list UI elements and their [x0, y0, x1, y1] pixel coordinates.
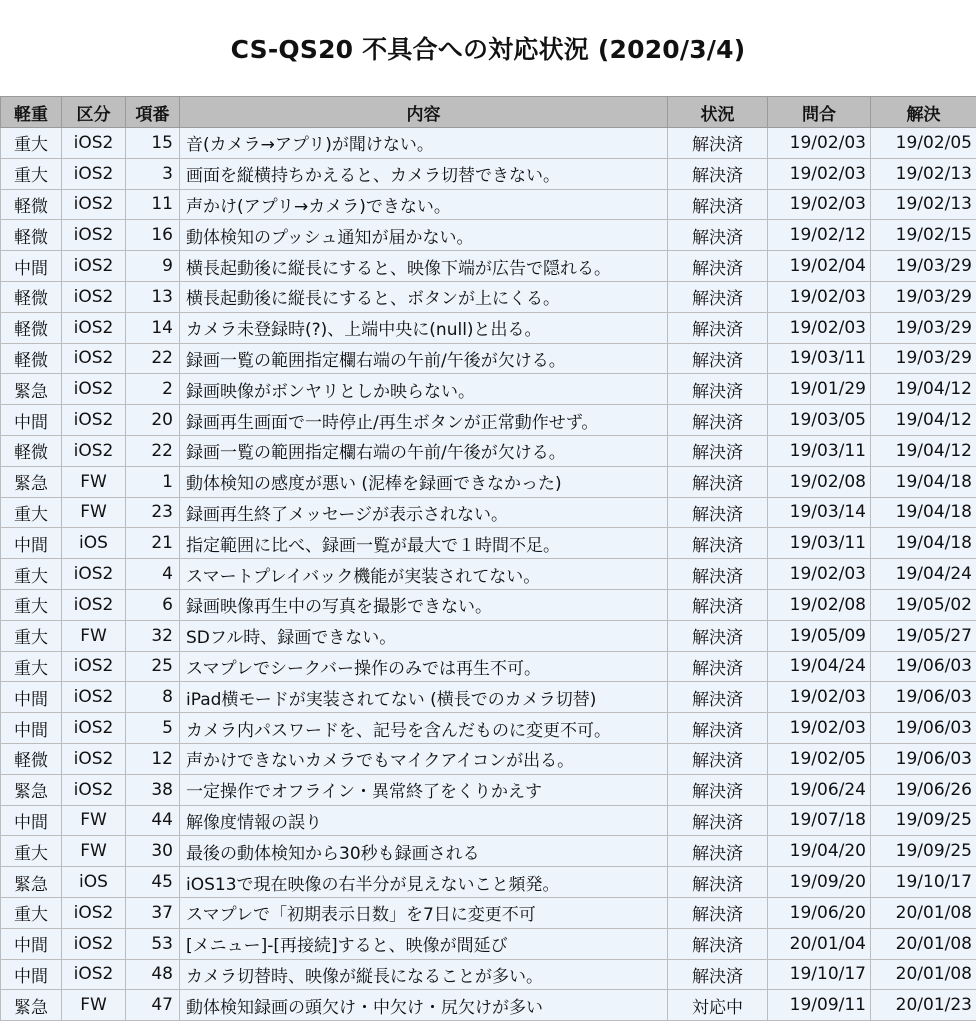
resolved-date-cell: 19/03/29 — [871, 251, 976, 282]
severity-cell: 軽微 — [1, 281, 62, 312]
table-row — [1, 251, 976, 282]
item-no-cell: 21 — [126, 528, 180, 559]
inquiry-date-cell: 19/06/24 — [768, 774, 871, 805]
status-cell: 解決済 — [668, 374, 768, 405]
content-cell: 声かけできないカメラでもマイクアイコンが出る。 — [180, 743, 668, 774]
category-cell: FW — [62, 836, 126, 867]
category-cell: iOS2 — [62, 189, 126, 220]
table-row — [1, 774, 976, 805]
item-no-cell: 12 — [126, 743, 180, 774]
content-cell: 横長起動後に縦長にすると、ボタンが上にくる。 — [180, 281, 668, 312]
inquiry-date-cell: 19/02/03 — [768, 559, 871, 590]
severity-cell: 軽微 — [1, 435, 62, 466]
status-cell: 解決済 — [668, 405, 768, 436]
item-no-cell: 20 — [126, 405, 180, 436]
resolved-date-cell: 19/02/05 — [871, 128, 976, 159]
resolved-date-cell: 20/01/23 — [871, 990, 976, 1021]
category-cell: iOS2 — [62, 713, 126, 744]
table-row — [1, 559, 976, 590]
severity-cell: 軽微 — [1, 343, 62, 374]
status-cell: 解決済 — [668, 805, 768, 836]
status-cell: 解決済 — [668, 897, 768, 928]
table-row — [1, 928, 976, 959]
table-row — [1, 959, 976, 990]
inquiry-date-cell: 19/02/03 — [768, 682, 871, 713]
table-row — [1, 805, 976, 836]
category-cell: FW — [62, 805, 126, 836]
status-cell: 解決済 — [668, 867, 768, 898]
item-no-cell: 14 — [126, 312, 180, 343]
resolved-date-cell: 19/10/17 — [871, 867, 976, 898]
content-cell: 動体検知録画の頭欠け・中欠け・尻欠けが多い — [180, 990, 668, 1021]
category-cell: FW — [62, 466, 126, 497]
inquiry-date-cell: 19/03/11 — [768, 528, 871, 559]
inquiry-date-cell: 19/07/18 — [768, 805, 871, 836]
category-cell: FW — [62, 620, 126, 651]
inquiry-date-cell: 19/10/17 — [768, 959, 871, 990]
table-row — [1, 189, 976, 220]
resolved-date-cell: 19/03/29 — [871, 312, 976, 343]
resolved-date-cell: 19/06/26 — [871, 774, 976, 805]
item-no-cell: 37 — [126, 897, 180, 928]
resolved-date-cell: 19/06/03 — [871, 713, 976, 744]
status-cell: 解決済 — [668, 128, 768, 159]
status-cell: 解決済 — [668, 343, 768, 374]
content-cell: 横長起動後に縦長にすると、映像下端が広告で隠れる。 — [180, 251, 668, 282]
table-row — [1, 528, 976, 559]
inquiry-date-cell: 19/09/11 — [768, 990, 871, 1021]
table-row — [1, 867, 976, 898]
item-no-cell: 2 — [126, 374, 180, 405]
category-cell: iOS2 — [62, 374, 126, 405]
content-cell: 動体検知のプッシュ通知が届かない。 — [180, 220, 668, 251]
severity-cell: 軽微 — [1, 743, 62, 774]
status-cell: 解決済 — [668, 435, 768, 466]
inquiry-date-cell: 19/04/20 — [768, 836, 871, 867]
inquiry-date-cell: 20/01/04 — [768, 928, 871, 959]
severity-cell: 緊急 — [1, 374, 62, 405]
severity-cell: 重大 — [1, 897, 62, 928]
severity-cell: 軽微 — [1, 312, 62, 343]
severity-cell: 緊急 — [1, 990, 62, 1021]
resolved-date-cell: 19/09/25 — [871, 805, 976, 836]
resolved-date-cell: 19/06/03 — [871, 682, 976, 713]
table-row — [1, 651, 976, 682]
inquiry-date-cell: 19/03/05 — [768, 405, 871, 436]
severity-cell: 軽微 — [1, 189, 62, 220]
resolved-date-cell: 19/03/29 — [871, 343, 976, 374]
severity-cell: 緊急 — [1, 774, 62, 805]
table-row — [1, 497, 976, 528]
content-cell: 解像度情報の誤り — [180, 805, 668, 836]
inquiry-date-cell: 19/02/04 — [768, 251, 871, 282]
category-cell: iOS — [62, 867, 126, 898]
inquiry-date-cell: 19/03/11 — [768, 435, 871, 466]
resolved-date-cell: 19/06/03 — [871, 651, 976, 682]
status-cell: 解決済 — [668, 312, 768, 343]
category-cell: iOS2 — [62, 281, 126, 312]
resolved-date-cell: 20/01/08 — [871, 959, 976, 990]
item-no-cell: 15 — [126, 128, 180, 159]
status-cell: 解決済 — [668, 651, 768, 682]
inquiry-date-cell: 19/04/24 — [768, 651, 871, 682]
category-cell: iOS2 — [62, 158, 126, 189]
item-no-cell: 32 — [126, 620, 180, 651]
content-cell: スマプレでシークバー操作のみでは再生不可。 — [180, 651, 668, 682]
severity-cell: 軽微 — [1, 220, 62, 251]
severity-cell: 重大 — [1, 128, 62, 159]
table-row — [1, 620, 976, 651]
content-cell: 動体検知の感度が悪い (泥棒を録画できなかった) — [180, 466, 668, 497]
item-no-cell: 30 — [126, 836, 180, 867]
table-row — [1, 836, 976, 867]
resolved-date-cell: 19/02/15 — [871, 220, 976, 251]
inquiry-date-cell: 19/02/12 — [768, 220, 871, 251]
severity-cell: 中間 — [1, 251, 62, 282]
category-cell: iOS2 — [62, 405, 126, 436]
table-row — [1, 743, 976, 774]
header-severity: 軽重 — [1, 97, 62, 128]
table-row — [1, 435, 976, 466]
inquiry-date-cell: 19/02/03 — [768, 312, 871, 343]
inquiry-date-cell: 19/02/08 — [768, 466, 871, 497]
content-cell: スマートプレイバック機能が実装されてない。 — [180, 559, 668, 590]
status-cell: 解決済 — [668, 682, 768, 713]
content-cell: 指定範囲に比べ、録画一覧が最大で１時間不足。 — [180, 528, 668, 559]
severity-cell: 緊急 — [1, 466, 62, 497]
content-cell: iPad横モードが実装されてない (横長でのカメラ切替) — [180, 682, 668, 713]
resolved-date-cell: 20/01/08 — [871, 897, 976, 928]
item-no-cell: 5 — [126, 713, 180, 744]
table-row — [1, 682, 976, 713]
status-cell: 解決済 — [668, 959, 768, 990]
category-cell: iOS2 — [62, 928, 126, 959]
status-cell: 解決済 — [668, 528, 768, 559]
header-category: 区分 — [62, 97, 126, 128]
status-cell: 解決済 — [668, 620, 768, 651]
content-cell: カメラ切替時、映像が縦長になることが多い。 — [180, 959, 668, 990]
severity-cell: 重大 — [1, 620, 62, 651]
severity-cell: 中間 — [1, 928, 62, 959]
content-cell: [メニュー]-[再接続]すると、映像が間延び — [180, 928, 668, 959]
content-cell: 音(カメラ→アプリ)が聞けない。 — [180, 128, 668, 159]
item-no-cell: 53 — [126, 928, 180, 959]
content-cell: 画面を縦横持ちかえると、カメラ切替できない。 — [180, 158, 668, 189]
category-cell: iOS2 — [62, 743, 126, 774]
category-cell: iOS2 — [62, 251, 126, 282]
content-cell: カメラ未登録時(?)、上端中央に(null)と出る。 — [180, 312, 668, 343]
category-cell: iOS2 — [62, 312, 126, 343]
item-no-cell: 9 — [126, 251, 180, 282]
content-cell: 録画再生終了メッセージが表示されない。 — [180, 497, 668, 528]
resolved-date-cell: 19/05/02 — [871, 589, 976, 620]
severity-cell: 緊急 — [1, 867, 62, 898]
resolved-date-cell: 19/04/18 — [871, 466, 976, 497]
item-no-cell: 16 — [126, 220, 180, 251]
content-cell: 声かけ(アプリ→カメラ)できない。 — [180, 189, 668, 220]
category-cell: iOS2 — [62, 774, 126, 805]
severity-cell: 重大 — [1, 589, 62, 620]
inquiry-date-cell: 19/05/09 — [768, 620, 871, 651]
resolved-date-cell: 19/04/24 — [871, 559, 976, 590]
content-cell: スマプレで「初期表示日数」を7日に変更不可 — [180, 897, 668, 928]
status-cell: 解決済 — [668, 497, 768, 528]
table-row — [1, 312, 976, 343]
status-cell: 解決済 — [668, 928, 768, 959]
item-no-cell: 13 — [126, 281, 180, 312]
item-no-cell: 45 — [126, 867, 180, 898]
severity-cell: 重大 — [1, 497, 62, 528]
inquiry-date-cell: 19/01/29 — [768, 374, 871, 405]
header-inquiry-date: 問合 — [768, 97, 871, 128]
table-header-row — [1, 97, 976, 128]
issue-table — [0, 96, 976, 1021]
inquiry-date-cell: 19/02/03 — [768, 189, 871, 220]
category-cell: FW — [62, 990, 126, 1021]
severity-cell: 重大 — [1, 836, 62, 867]
status-cell: 解決済 — [668, 743, 768, 774]
resolved-date-cell: 19/04/12 — [871, 435, 976, 466]
category-cell: iOS — [62, 528, 126, 559]
resolved-date-cell: 19/02/13 — [871, 158, 976, 189]
category-cell: iOS2 — [62, 128, 126, 159]
item-no-cell: 47 — [126, 990, 180, 1021]
item-no-cell: 44 — [126, 805, 180, 836]
item-no-cell: 38 — [126, 774, 180, 805]
status-cell: 解決済 — [668, 713, 768, 744]
content-cell: カメラ内パスワードを、記号を含んだものに変更不可。 — [180, 713, 668, 744]
resolved-date-cell: 20/01/08 — [871, 928, 976, 959]
content-cell: 録画映像がボンヤリとしか映らない。 — [180, 374, 668, 405]
item-no-cell: 22 — [126, 435, 180, 466]
severity-cell: 重大 — [1, 559, 62, 590]
resolved-date-cell: 19/03/29 — [871, 281, 976, 312]
inquiry-date-cell: 19/02/03 — [768, 158, 871, 189]
resolved-date-cell: 19/04/18 — [871, 497, 976, 528]
resolved-date-cell: 19/06/03 — [871, 743, 976, 774]
content-cell: SDフル時、録画できない。 — [180, 620, 668, 651]
content-cell: iOS13で現在映像の右半分が見えないこと頻発。 — [180, 867, 668, 898]
table-body — [1, 128, 976, 1021]
item-no-cell: 1 — [126, 466, 180, 497]
category-cell: iOS2 — [62, 682, 126, 713]
category-cell: FW — [62, 497, 126, 528]
category-cell: iOS2 — [62, 435, 126, 466]
item-no-cell: 3 — [126, 158, 180, 189]
item-no-cell: 8 — [126, 682, 180, 713]
resolved-date-cell: 19/04/12 — [871, 405, 976, 436]
resolved-date-cell: 19/04/18 — [871, 528, 976, 559]
severity-cell: 中間 — [1, 959, 62, 990]
severity-cell: 重大 — [1, 651, 62, 682]
inquiry-date-cell: 19/06/20 — [768, 897, 871, 928]
severity-cell: 重大 — [1, 158, 62, 189]
status-cell: 解決済 — [668, 220, 768, 251]
content-cell: 録画一覧の範囲指定欄右端の午前/午後が欠ける。 — [180, 343, 668, 374]
resolved-date-cell: 19/05/27 — [871, 620, 976, 651]
resolved-date-cell: 19/04/12 — [871, 374, 976, 405]
category-cell: iOS2 — [62, 559, 126, 590]
table-row — [1, 897, 976, 928]
status-cell: 解決済 — [668, 158, 768, 189]
severity-cell: 中間 — [1, 528, 62, 559]
category-cell: iOS2 — [62, 343, 126, 374]
table-row — [1, 713, 976, 744]
inquiry-date-cell: 19/03/14 — [768, 497, 871, 528]
content-cell: 録画映像再生中の写真を撮影できない。 — [180, 589, 668, 620]
item-no-cell: 6 — [126, 589, 180, 620]
table-row — [1, 343, 976, 374]
item-no-cell: 11 — [126, 189, 180, 220]
item-no-cell: 25 — [126, 651, 180, 682]
table-row — [1, 589, 976, 620]
table-row — [1, 158, 976, 189]
table-row — [1, 220, 976, 251]
item-no-cell: 22 — [126, 343, 180, 374]
severity-cell: 中間 — [1, 405, 62, 436]
content-cell: 録画一覧の範囲指定欄右端の午前/午後が欠ける。 — [180, 435, 668, 466]
severity-cell: 中間 — [1, 713, 62, 744]
status-cell: 解決済 — [668, 559, 768, 590]
resolved-date-cell: 19/02/13 — [871, 189, 976, 220]
category-cell: iOS2 — [62, 220, 126, 251]
item-no-cell: 48 — [126, 959, 180, 990]
status-cell: 対応中 — [668, 990, 768, 1021]
category-cell: iOS2 — [62, 959, 126, 990]
status-cell: 解決済 — [668, 281, 768, 312]
page-title: CS-QS20 不具合への対応状況 (2020/3/4) — [230, 35, 746, 64]
header-resolved-date: 解決 — [871, 97, 976, 128]
status-cell: 解決済 — [668, 251, 768, 282]
severity-cell: 中間 — [1, 682, 62, 713]
inquiry-date-cell: 19/02/03 — [768, 713, 871, 744]
inquiry-date-cell: 19/03/11 — [768, 343, 871, 374]
inquiry-date-cell: 19/02/03 — [768, 281, 871, 312]
content-cell: 最後の動体検知から30秒も録画される — [180, 836, 668, 867]
inquiry-date-cell: 19/02/05 — [768, 743, 871, 774]
header-status: 状況 — [668, 97, 768, 128]
content-cell: 一定操作でオフライン・異常終了をくりかえす — [180, 774, 668, 805]
inquiry-date-cell: 19/02/08 — [768, 589, 871, 620]
status-cell: 解決済 — [668, 466, 768, 497]
severity-cell: 中間 — [1, 805, 62, 836]
category-cell: iOS2 — [62, 589, 126, 620]
inquiry-date-cell: 19/02/03 — [768, 128, 871, 159]
category-cell: iOS2 — [62, 897, 126, 928]
item-no-cell: 23 — [126, 497, 180, 528]
inquiry-date-cell: 19/09/20 — [768, 867, 871, 898]
content-cell: 録画再生画面で一時停止/再生ボタンが正常動作せず。 — [180, 405, 668, 436]
header-content: 内容 — [180, 97, 668, 128]
status-cell: 解決済 — [668, 589, 768, 620]
table-row — [1, 128, 976, 159]
category-cell: iOS2 — [62, 651, 126, 682]
status-cell: 解決済 — [668, 774, 768, 805]
status-cell: 解決済 — [668, 189, 768, 220]
table-row — [1, 405, 976, 436]
table-row — [1, 466, 976, 497]
header-item-no: 項番 — [126, 97, 180, 128]
table-row — [1, 281, 976, 312]
status-cell: 解決済 — [668, 836, 768, 867]
table-row — [1, 374, 976, 405]
resolved-date-cell: 19/09/25 — [871, 836, 976, 867]
table-row — [1, 990, 976, 1021]
item-no-cell: 4 — [126, 559, 180, 590]
